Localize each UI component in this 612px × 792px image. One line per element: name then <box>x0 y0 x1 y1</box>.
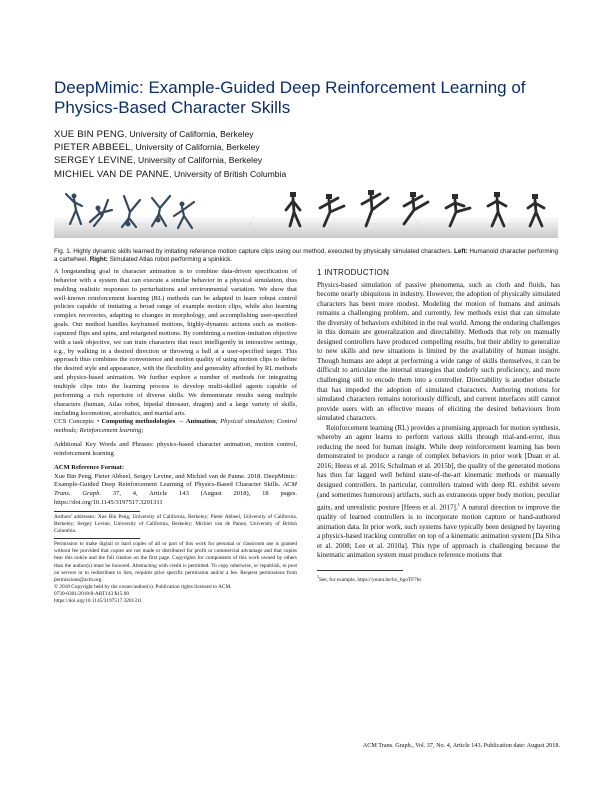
author-entry <box>54 128 554 141</box>
divider <box>54 538 140 539</box>
author-affiliation: , University of California, Berkeley <box>124 129 254 139</box>
author-addresses: Authors' addresses: Xue Bin Peng, University of California, Berkeley; Pieter Abbeel, University of California, Berkeley; Sergey Levine, University of California, Berkeley; Michiel van de Panne, University of British Columbia. <box>54 513 297 535</box>
acm-reference-journal: ACM Trans. Graph. <box>54 481 297 498</box>
author-name: MICHIEL VAN DE PANNE <box>54 168 170 180</box>
figure-right-text: Simulated Atlas robot performing a spinkick. <box>107 256 233 264</box>
author-entry <box>54 168 554 181</box>
author-entry <box>54 154 554 167</box>
acm-reference-line2: 37, 4, Article 143 (August 2018), 18 pages. https://doi.org/10.1145/3197517.3201311 <box>54 490 297 507</box>
intro-paragraph-1: Physics-based simulation of passive phenomena, such as cloth and fluids, has become nearly ubiquitous in industry. However, the adoption of physically simulated characters has been more modest. Modeling the motion of humans and animals remains a challenging problem, and currently, few methods exist that can simulate the diversity of behaviors exhibited in the real world. Among the enduring challenges in this domain are generalization and directability. Methods that rely on manually designed controllers have produced compelling results, but their ability to generalize to new skills and new situations is limited by the availability of human insight. Though humans are adept at performing a wide range of skills themselves, it can be difficult to articulate the internal strategies that underly such proficiency, and more challenging still to encode them into a controller. Directability is another obstacle that has impeded the adoption of simulated characters. Authoring motions for simulated characters remains notoriously difficult, and current interfaces still cannot provide users with an effective means of eliciting the desired behaviours from simulated characters. <box>317 280 560 423</box>
issn: 0730-0301/2018/8-ART143 $15.00 <box>54 590 130 597</box>
ccs-bold: Computing methodologies → Animation <box>101 418 216 426</box>
author-affiliation: , University of California, Berkeley <box>130 142 260 153</box>
figure-right-label: Right: <box>89 256 108 264</box>
paper-title: DeepMimic: Example-Guided Deep Reinforcement Learning of Physics-Based Character Skills <box>54 78 526 117</box>
copyright-notice: © 2018 Copyright held by the owner/author(s). Publication rights licensed to ACM. <box>54 583 232 590</box>
doi-link[interactable]: https://doi.org/10.1145/3197517.3201311 <box>54 597 142 604</box>
keywords: Additional Key Words and Phrases: physics-based character animation, motion control, reinforcement learning <box>54 441 297 457</box>
divider <box>54 511 140 512</box>
figure-text: Highly dynamic skills learned by imitating reference motion capture clips using our method, executed by physically simulated characters. <box>71 248 455 255</box>
author-name: PIETER ABBEEL <box>54 142 131 154</box>
footnote-number: 1 <box>317 573 319 579</box>
page-footer: ACM Trans. Graph., Vol. 37, No. 4, Article 143. Publication date: August 2018. <box>362 742 560 749</box>
section-heading: 1 INTRODUCTION <box>317 268 390 277</box>
figure-label: Fig. 1. <box>54 248 72 255</box>
footnote-marker: 1 <box>457 502 460 508</box>
figure-left-text: Humanoid character performing a cartwheel. <box>54 248 558 264</box>
left-column <box>54 268 297 605</box>
acm-reference-heading: ACM Reference Format: <box>54 463 125 471</box>
author-affiliation: , University of California, Berkeley <box>133 155 263 166</box>
figure-caption <box>54 248 558 265</box>
author-name: XUE BIN PENG <box>54 129 125 140</box>
author-affiliation: , University of British Columbia <box>169 168 287 179</box>
right-column <box>317 268 560 584</box>
teaser-figure <box>54 186 558 238</box>
abstract: A longstanding goal in character animation is to combine data-driven specification of behavior with a system that can execute a similar behavior in a physical simulation, thus enabling realistic responses to perturbations and environmental variation. We show that well-known reinforcement learning (RL) methods can be adapted to learn robust control policies capable of imitating a broad range of example motion clips, while also learning complex recoveries, adapting to changes in morphology, and accomplishing user-specified goals. Our method handles keyframed motions, highly-dynamic actions such as motion-captured flips and spins, and retargeted motions. By combining a motion-imitation objective with a task objective, we can train characters that react intelligently in interactive settings, e.g., by walking in a desired direction or throwing a ball at a user-specified target. This approach thus combines the convenience and motion quality of using motion clips to define the desired style and appearance, with the flexibility and generality afforded by RL methods and physics-based animation. We further explore a number of methods for integrating multiple clips into the learning process to develop multi-skilled agents capable of performing a rich repertoire of diverse skills. We demonstrate results using multiple characters (human, Atlas robot, bipedal dinosaur, dragon) and a large variety of skills, including locomotion, acrobatics, and martial arts. <box>54 268 297 417</box>
acm-reference <box>54 464 297 508</box>
ccs-label: CCS Concepts: • <box>54 418 102 426</box>
intro-paragraph-2a: Reinforcement learning (RL) provides a promising approach for motion synthesis, whereby an agent learns to perform various skills through trial-and-error, thus reducing the need for human insight. While deep reinforcement learning has been demonstrated to produce a range of complex behaviors in prior work [Duan et al. 2016; Heess et al. 2016; Schulman et al. 2015b], the quality of the generated motions has thus far lagged well behind state-of-the-art kinematic methods or manually designed controllers. In particular, controllers trained with deep RL exhibit severe (and sometimes humorous) artifacts, such as extraneous upper body motion, peculiar gaits, and unrealistic posture [Heess et al. 2017]. <box>317 423 560 512</box>
author-name: SERGEY LEVINE <box>54 155 134 167</box>
ccs-rest: ; Physical simulation; Control methods; Reinforcement learning; <box>54 418 297 435</box>
intro-paragraph-2b: A natural direction to improve the quality of learned controllers is to incorporate motion capture or hand-authored animation data. In prior work, such systems have typically been designed by layering a physics-based tracking controller on top of a kinematic animation system [Da Silva et al. 2008; Lee et al. 2010a]. This type of approach is challenging because the kinematic animation system must produce reference motions that <box>317 503 560 560</box>
author-entry <box>54 141 554 154</box>
footnote <box>317 573 560 584</box>
permission-notice: Permission to make digital or hard copies of all or part of this work for personal or classroom use is granted without fee provided that copies are not made or distributed for profit or commercial advantage and that copies bear this notice and the full citation on the first page. Copyrights for components of this work owned by others than the author(s) must be honored. Abstracting with credit is permitted. To copy otherwise, or republish, to post on servers or to redistribute to lists, requires prior specific permission and/or a fee. Request permissions from permissions@acm.org. <box>54 541 297 583</box>
figure-left-label: Left: <box>454 248 468 255</box>
divider <box>317 570 403 571</box>
intro-paragraph-2 <box>317 424 560 561</box>
acm-reference-line1: Xue Bin Peng, Pieter Abbeel, Sergey Levine, and Michiel van de Panne. 2018. DeepMimic: Example-Guided Deep Reinforcement Learning of Physics-Based Character Skills. <box>54 472 297 489</box>
author-list <box>54 128 554 181</box>
ccs-concepts <box>54 418 297 436</box>
footnote-text: See, for example, https://youtu.be/hx_bgoTF7bs <box>319 576 422 583</box>
